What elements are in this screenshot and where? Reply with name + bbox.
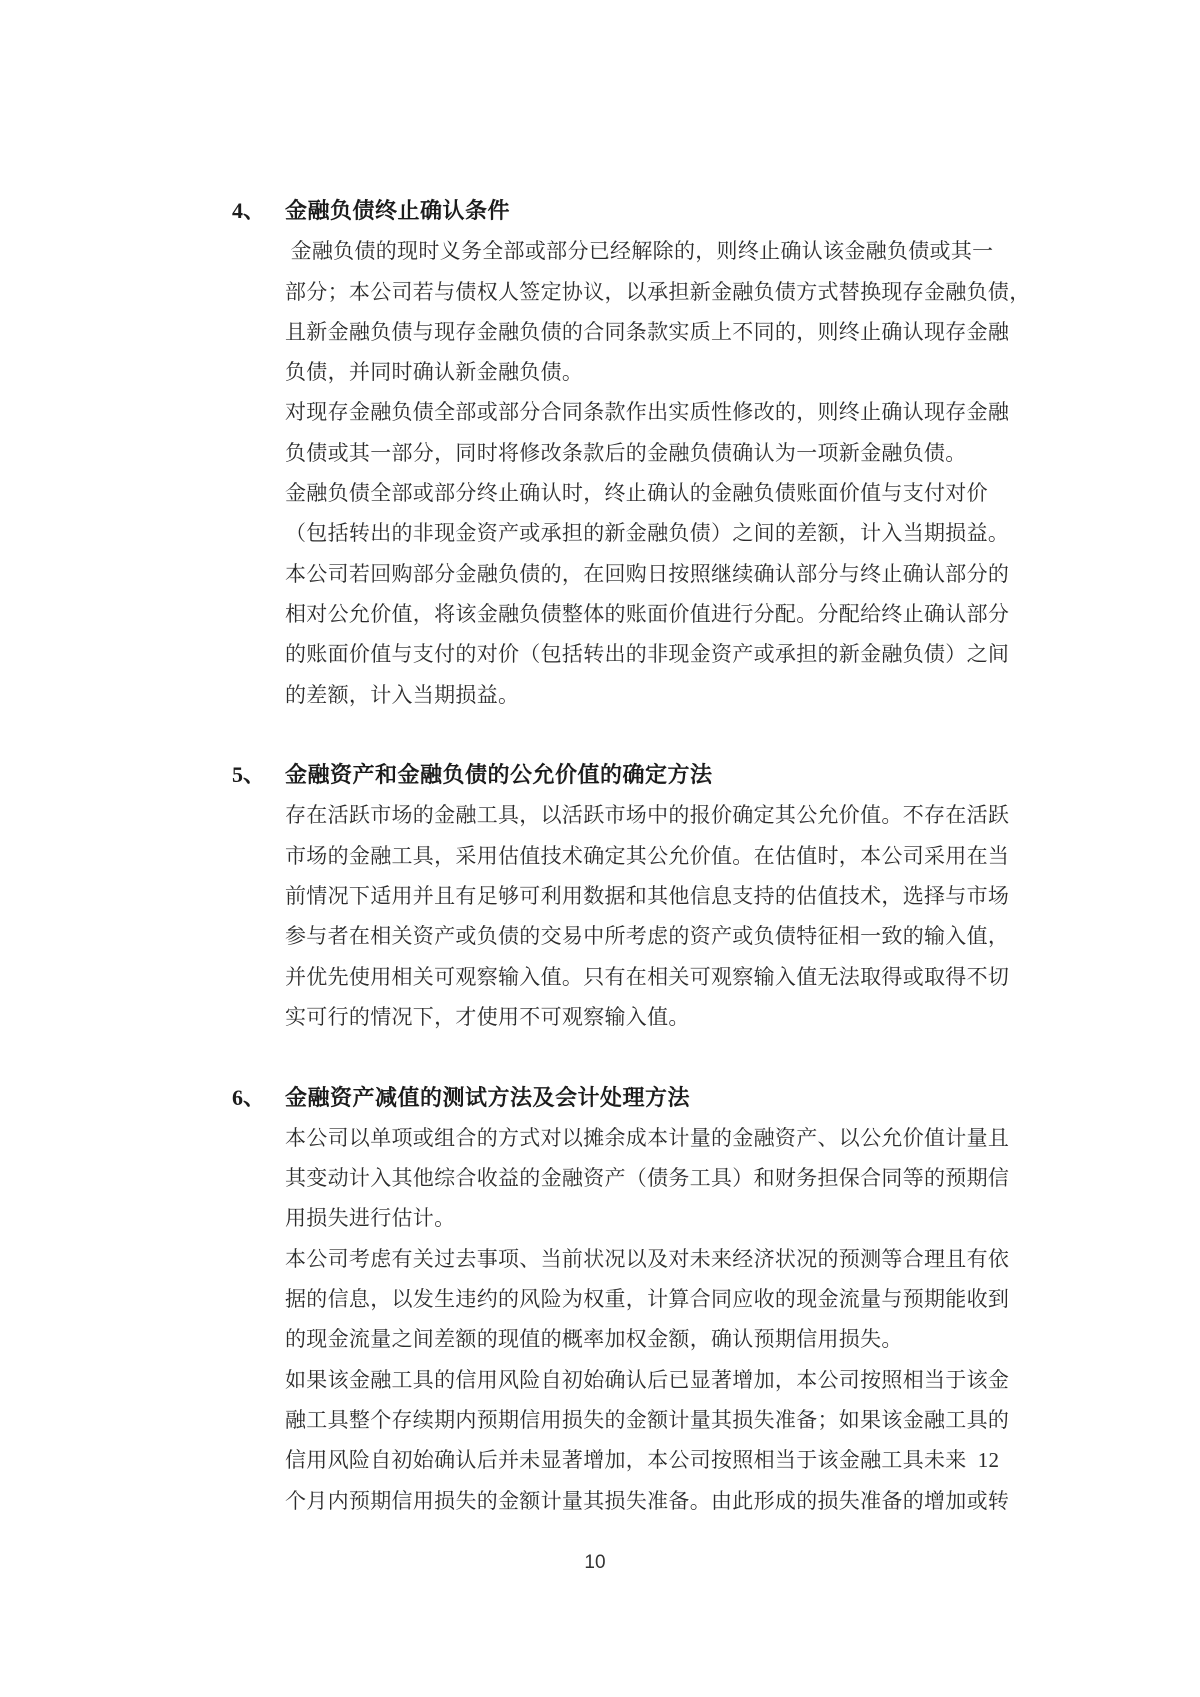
text-line: 的差额，计入当期损益。: [285, 682, 520, 707]
text-line: 本公司考虑有关过去事项、当前状况以及对未来经济状况的预测等合理且有依: [285, 1246, 1010, 1271]
text-line: 用损失进行估计。: [285, 1206, 456, 1231]
text-line: 参与者在相关资产或负债的交易中所考虑的资产或负债特征相一致的输入值，: [285, 924, 1010, 949]
text-line: 据的信息，以发生违约的风险为权重，计算合同应收的现金流量与预期能收到: [285, 1287, 1010, 1312]
text-line: 个月内预期信用损失的金额计量其损失准备。由此形成的损失准备的增加或转: [285, 1488, 1010, 1513]
text-line: 实可行的情况下，才使用不可观察输入值。: [285, 1004, 690, 1029]
paragraph: [232, 1239, 1010, 1360]
text-line: （包括转出的非现金资产或承担的新金融负债）之间的差额，计入当期损益。: [285, 521, 1010, 546]
section-title: 金融资产减值的测试方法及会计处理方法: [285, 1084, 691, 1110]
text-line: 存在活跃市场的金融工具，以活跃市场中的报价确定其公允价值。不存在活跃: [285, 803, 1010, 828]
paragraph: [232, 795, 1010, 1037]
paragraph: [232, 231, 1031, 392]
text-line: 前情况下适用并且有足够可利用数据和其他信息支持的估值技术，选择与市场: [285, 884, 1010, 909]
text-line: 的账面价值与支付的对价（包括转出的非现金资产或承担的新金融负债）之间: [285, 642, 1010, 667]
text-line: 负债，并同时确认新金融负债。: [285, 360, 584, 385]
text-line: 负债或其一部分，同时将修改条款后的金融负债确认为一项新金融负债。: [285, 440, 967, 465]
text-line: 本公司若回购部分金融负债的，在回购日按照继续确认部分与终止确认部分的: [285, 561, 1010, 586]
text-line: 信用风险自初始确认后并未显著增加，本公司按照相当于该金融工具未来 12: [285, 1448, 1000, 1473]
text-line: 金融负债的现时义务全部或部分已经解除的，则终止确认该金融负债或其一: [285, 239, 994, 264]
page-content: [232, 191, 1031, 1521]
text-line: 本公司以单项或组合的方式对以摊余成本计量的金融资产、以公允价值计量且: [285, 1125, 1010, 1150]
section-number: 6、: [232, 1084, 266, 1110]
section-number: 5、: [232, 762, 266, 788]
section-number: 4、: [232, 198, 266, 223]
section-6: [232, 1078, 1010, 1521]
section-title: 金融资产和金融负债的公允价值的确定方法: [285, 762, 713, 788]
text-line: 并优先使用相关可观察输入值。只有在相关可观察输入值无法取得或取得不切: [285, 964, 1010, 989]
text-line: 且新金融负债与现存金融负债的合同条款实质上不同的，则终止确认现存金融: [285, 319, 1010, 344]
paragraph: [232, 1360, 1010, 1521]
text-line: 其变动计入其他综合收益的金融资产（债务工具）和财务担保合同等的预期信: [285, 1166, 1010, 1191]
text-line: 市场的金融工具，采用估值技术确定其公允价值。在估值时，本公司采用在当: [285, 843, 1010, 868]
paragraph: [232, 473, 1010, 715]
paragraph: [232, 1118, 1010, 1239]
text-line: 对现存金融负债全部或部分合同条款作出实质性修改的，则终止确认现存金融: [285, 400, 1010, 425]
paragraph: [232, 392, 1010, 473]
text-line: 的现金流量之间差额的现值的概率加权金额，确认预期信用损失。: [285, 1327, 903, 1352]
section-5: [232, 755, 1010, 1037]
section-heading-row: [232, 755, 977, 795]
section-title: 金融负债终止确认条件: [285, 198, 511, 223]
text-line: 融工具整个存续期内预期信用损失的金额计量其损失准备；如果该金融工具的: [285, 1407, 1010, 1432]
section-4: [232, 191, 1031, 715]
text-line: 如果该金融工具的信用风险自初始确认后已显著增加，本公司按照相当于该金: [285, 1367, 1010, 1392]
text-line: 金融负债全部或部分终止确认时，终止确认的金融负债账面价值与支付对价: [285, 481, 988, 506]
text-line: 部分；本公司若与债权人签定协议，以承担新金融负债方式替换现存金融负债，: [285, 279, 1031, 304]
page-number: 10: [584, 1552, 606, 1573]
section-heading-row: [232, 1078, 977, 1118]
section-heading-row: [232, 191, 977, 231]
text-line: 相对公允价值，将该金融负债整体的账面价值进行分配。分配给终止确认部分: [285, 601, 1010, 626]
